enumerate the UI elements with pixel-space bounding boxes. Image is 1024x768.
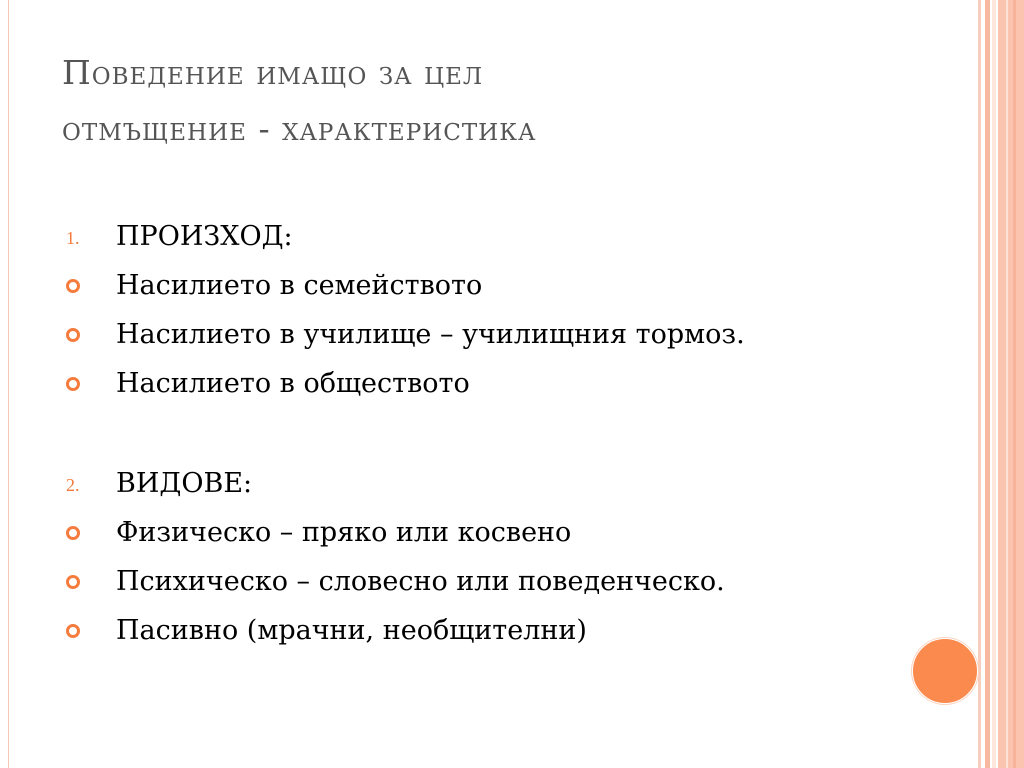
slide-content	[58, 212, 908, 655]
slide-title	[62, 45, 942, 157]
list-item-text: Психическо – словесно или поведенческо.	[116, 566, 725, 597]
slide-title-line-1: Поведение имащо за цел	[62, 53, 484, 92]
circle-bullet-icon	[66, 377, 80, 391]
list-item-text: Пасивно (мрачни, необщителни)	[116, 615, 587, 646]
section-number-marker	[58, 471, 116, 496]
section-spacer	[58, 408, 908, 459]
circle-bullet-icon	[66, 624, 80, 638]
list-item	[58, 606, 908, 655]
right-decorative-stripe	[978, 0, 981, 768]
circle-bullet-icon	[66, 575, 80, 589]
section-heading: ВИДОВЕ:	[116, 468, 253, 499]
list-item	[58, 359, 908, 408]
section-heading-types	[58, 459, 908, 508]
orange-circle-decoration	[912, 638, 978, 704]
section-number-marker	[58, 224, 116, 249]
section-heading: ПРОИЗХОД:	[116, 221, 293, 252]
list-item	[58, 310, 908, 359]
left-border-line	[8, 0, 9, 768]
section-number: 1.	[66, 228, 80, 248]
list-item-text: Насилието в обществото	[116, 368, 470, 399]
right-decorative-stripe	[985, 0, 990, 768]
section-number: 2.	[66, 475, 80, 495]
list-item	[58, 557, 908, 606]
list-item	[58, 261, 908, 310]
right-decorative-stripe	[992, 0, 996, 768]
right-decorative-stripe	[1013, 0, 1016, 768]
circle-bullet-icon	[66, 526, 80, 540]
right-decorative-stripe	[998, 0, 1024, 768]
slide-title-line-2: отмъщение - характеристика	[62, 109, 537, 148]
list-item-text: Насилието в семейството	[116, 270, 483, 301]
circle-bullet-icon	[66, 328, 80, 342]
list-item-text: Физическо – пряко или косвено	[116, 517, 572, 548]
list-item	[58, 508, 908, 557]
section-heading-origin	[58, 212, 908, 261]
list-item-text: Насилието в училище – училищния тормоз.	[116, 319, 745, 350]
right-decorative-stripe	[1006, 0, 1008, 768]
circle-bullet-icon	[66, 279, 80, 293]
